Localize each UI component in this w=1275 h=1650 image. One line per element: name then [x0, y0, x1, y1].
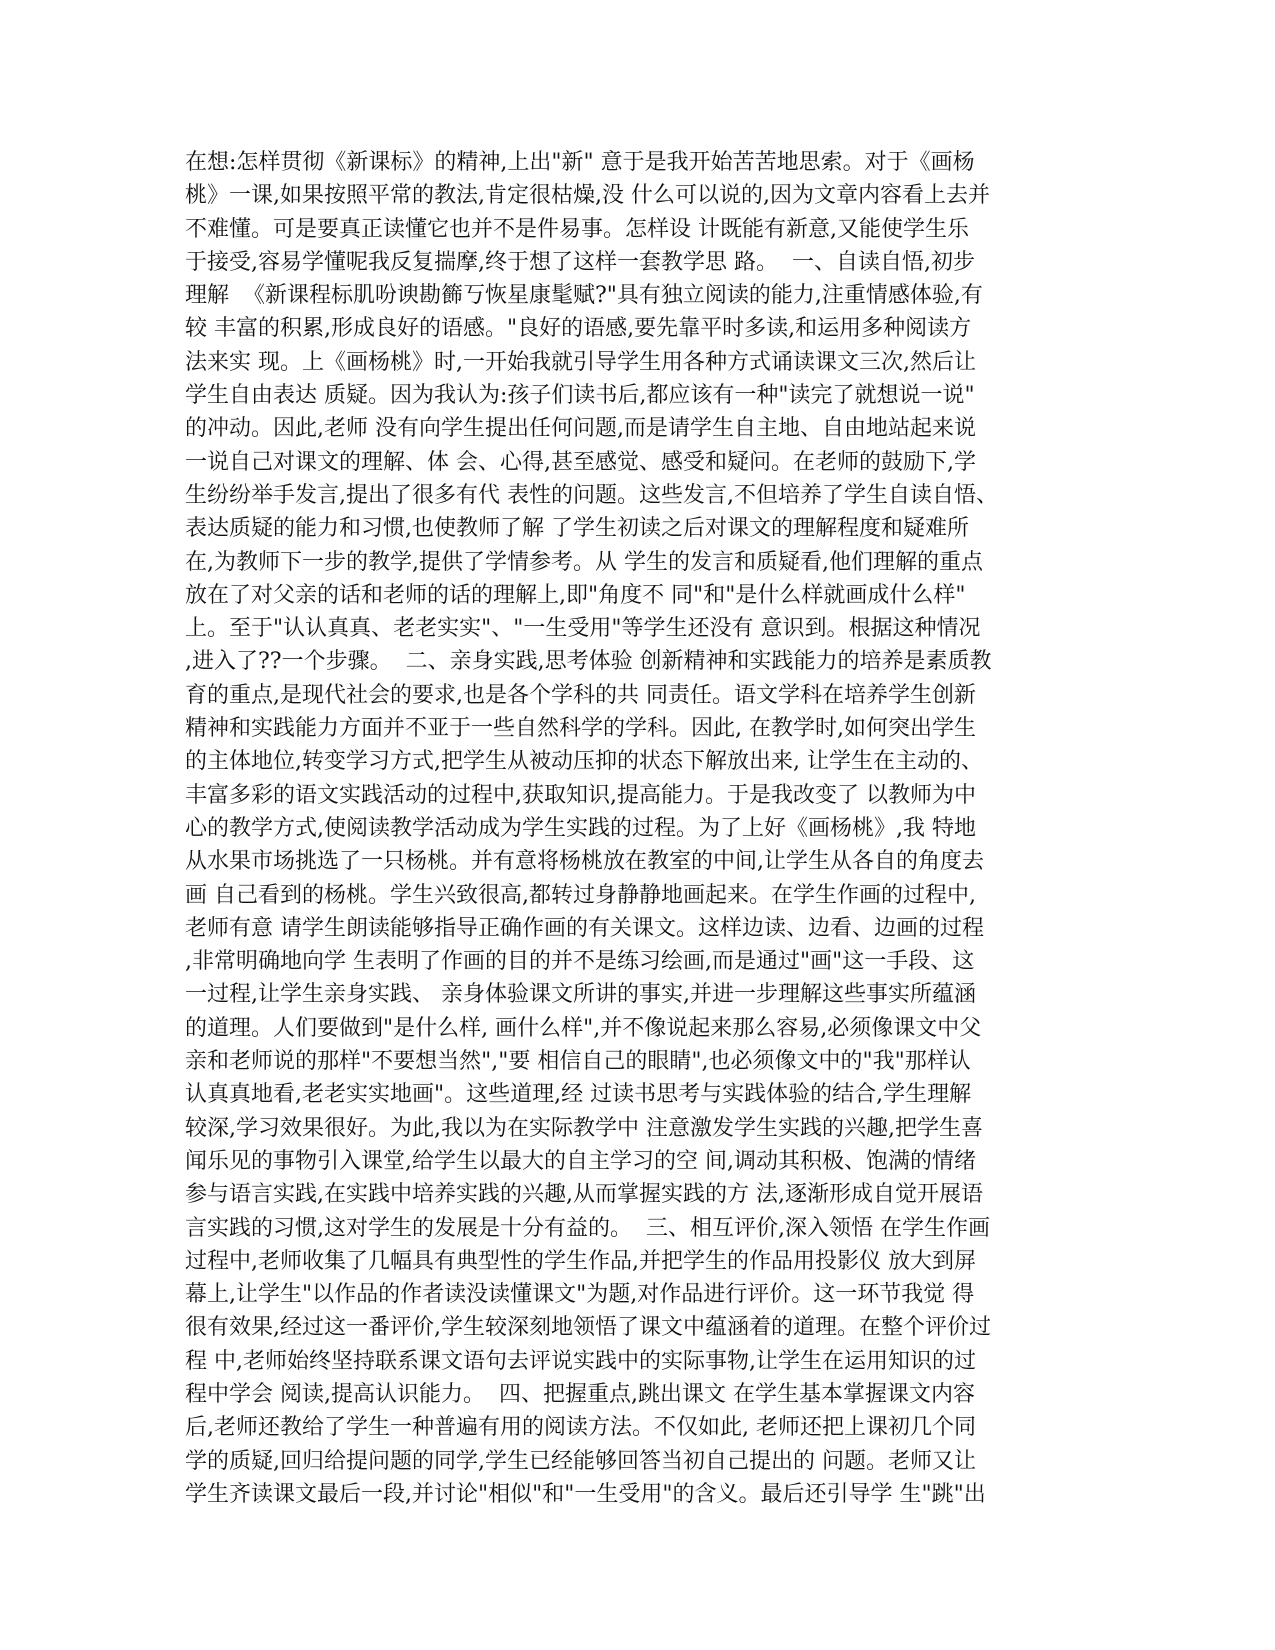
- text-line: 在,为教师下一步的教学,提供了学情参考。从 学生的发言和质疑看,他们理解的重点: [185, 549, 983, 575]
- text-line: 过程中,老师收集了几幅具有典型性的学生作品,并把学生的作品用投影仪 放大到屏: [185, 1248, 976, 1274]
- text-line: 的冲动。因此,老师 没有向学生提出任何问题,而是请学生自主地、自由地站起来说: [185, 416, 976, 442]
- text-line: 理解 《新课程标肌吩谀勘籂丂恢星康髦赋?"具有独立阅读的能力,注重情感体验,有: [185, 283, 983, 309]
- text-line: 较深,学习效果很好。为此,我以为在实际教学中 注意激发学生实践的兴趣,把学生喜: [185, 1115, 983, 1141]
- text-line: 的道理。人们要做到"是什么样, 画什么样",并不像说起来那么容易,必须像课文中父: [185, 1015, 982, 1041]
- text-line: 表达质疑的能力和习惯,也使教师了解 了学生初读之后对课文的理解程度和疑难所: [185, 516, 969, 542]
- text-line: 程 中,老师始终坚持联系课文语句去评说实践中的实际事物,让学生在运用知识的过: [185, 1348, 976, 1374]
- text-line: 很有效果,经过这一番评价,学生较深刻地领悟了课文中蕴涵着的道理。在整个评价过: [185, 1315, 991, 1341]
- text-line: ,非常明确地向学 生表明了作画的目的并不是练习绘画,而是通过"画"这一手段、这: [185, 949, 975, 975]
- text-line: 放在了对父亲的话和老师的话的理解上,即"角度不 同"和"是什么样就画成什么样": [185, 582, 966, 608]
- text-line: 幕上,让学生"以作品的作者读没读懂课文"为题,对作品进行评价。这一环节我觉 得: [185, 1282, 975, 1308]
- text-line: 闻乐见的事物引入课堂,给学生以最大的自主学习的空 间,调动其积极、饱满的情绪: [185, 1148, 976, 1174]
- text-line: 心的教学方式,使阅读教学活动成为学生实践的过程。为了上好《画杨桃》,我 特地: [185, 815, 976, 841]
- text-line: 不难懂。可是要真正读懂它也并不是件易事。怎样设 计既能有新意,又能使学生乐: [185, 216, 969, 242]
- text-line: 亲和老师说的那样"不要想当然","要 相信自己的眼睛",也必须像文中的"我"那样认: [185, 1049, 971, 1075]
- text-line: 精神和实践能力方面并不亚于一些自然科学的学科。因此, 在教学时,如何突出学生: [185, 716, 976, 742]
- text-line: 画 自己看到的杨桃。学生兴致很高,都转过身静静地画起来。在学生作画的过程中,: [185, 882, 976, 908]
- text-line: 参与语言实践,在实践中培养实践的兴趣,从而掌握实践的方 法,逐渐形成自觉开展语: [185, 1182, 983, 1208]
- text-line: 认真真地看,老老实实地画"。这些道理,经 过读书思考与实践体验的结合,学生理解: [185, 1082, 972, 1108]
- text-line: 程中学会 阅读,提高认识能力。 四、把握重点,跳出课文 在学生基本掌握课文内容: [185, 1381, 975, 1407]
- text-line: 一过程,让学生亲身实践、 亲身体验课文所讲的事实,并进一步理解这些事实所蕴涵: [185, 982, 976, 1008]
- text-line: ,进入了??一个步骤。 二、亲身实践,思考体验 创新精神和实践能力的培养是素质教: [185, 649, 992, 675]
- body-text: [185, 146, 1085, 1511]
- text-line: 学的质疑,回归给提问题的同学,学生已经能够回答当初自己提出的 问题。老师又让: [185, 1448, 976, 1474]
- text-line: 学生齐读课文最后一段,并讨论"相似"和"一生受用"的含义。最后还引导学 生"跳"出: [185, 1481, 986, 1507]
- text-line: 生纷纷举手发言,提出了很多有代 表性的问题。这些发言,不但培养了学生自读自悟、: [185, 482, 998, 508]
- text-line: 从水果市场挑选了一只杨桃。并有意将杨桃放在教室的中间,让学生从各自的角度去: [185, 849, 984, 875]
- text-line: 育的重点,是现代社会的要求,也是各个学科的共 同责任。语文学科在培养学生创新: [185, 682, 976, 708]
- text-line: 在想:怎样贯彻《新课标》的精神,上出"新" 意于是我开始苦苦地思索。对于《画杨: [185, 150, 975, 175]
- text-line: 法来实 现。上《画杨桃》时,一开始我就引导学生用各种方式诵读课文三次,然后让: [185, 349, 976, 375]
- text-line: 一说自己对课文的理解、体 会、心得,甚至感觉、感受和疑问。在老师的鼓励下,学: [185, 449, 976, 475]
- text-line: 的主体地位,转变学习方式,把学生从被动压抑的状态下解放出来, 让学生在主动的、: [185, 749, 983, 775]
- text-line: 言实践的习惯,这对学生的发展是十分有益的。 三、相互评价,深入领悟 在学生作画: [185, 1215, 990, 1241]
- text-line: 后,老师还教给了学生一种普遍有用的阅读方法。不仅如此, 老师还把上课初几个同: [185, 1415, 976, 1441]
- text-line: 老师有意 请学生朗读能够指导正确作画的有关课文。这样边读、边看、边画的过程: [185, 915, 984, 941]
- text-line: 于接受,容易学懂呢我反复揣摩,终于想了这样一套教学思 路。 一、自读自悟,初步: [185, 249, 975, 275]
- text-line: 桃》一课,如果按照平常的教法,肯定很枯燥,没 什么可以说的,因为文章内容看上去并: [185, 183, 990, 209]
- text-line: 学生自由表达 质疑。因为我认为:孩子们读书后,都应该有一种"读完了就想说一说": [185, 383, 975, 409]
- text-line: 丰富多彩的语文实践活动的过程中,获取知识,提高能力。于是我改变了 以教师为中: [185, 782, 976, 808]
- text-line: 较 丰富的积累,形成良好的语感。"良好的语感,要先靠平时多读,和运用多种阅读方: [185, 316, 972, 342]
- text-line: 上。至于"认认真真、老老实实"、"一生受用"等学生还没有 意识到。根据这种情况: [185, 616, 981, 642]
